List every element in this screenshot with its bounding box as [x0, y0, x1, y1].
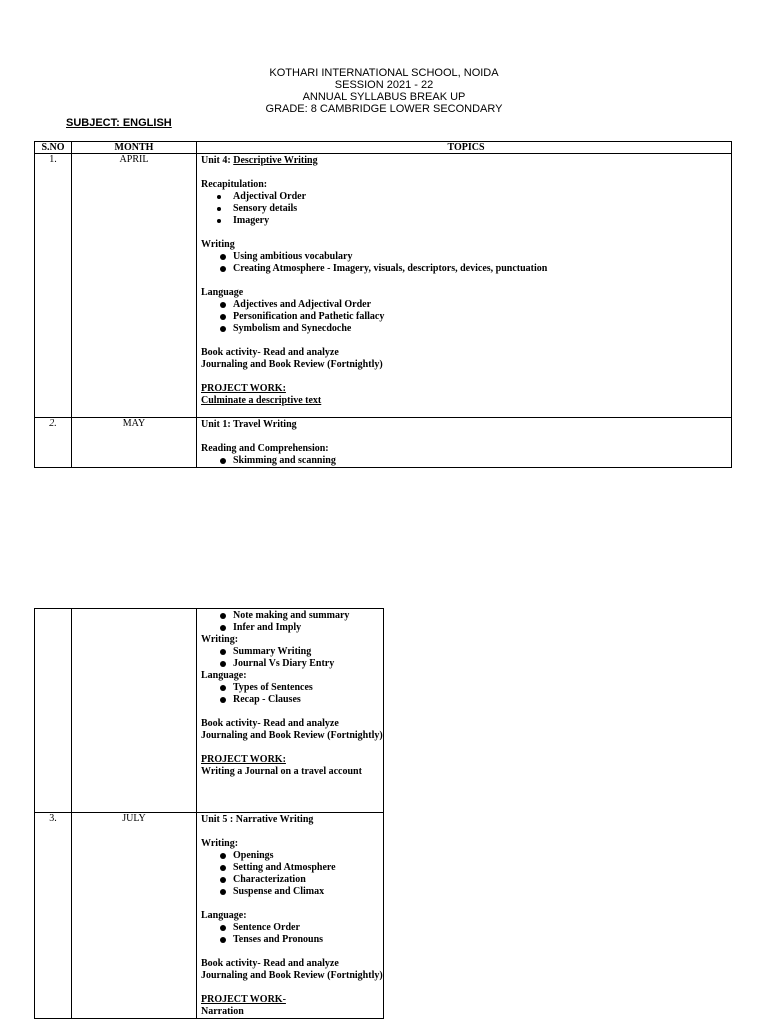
list-item: Characterization — [201, 874, 383, 886]
section-label: Language: — [201, 670, 247, 681]
project-label: PROJECT WORK: — [201, 754, 286, 765]
project-text: Writing a Journal on a travel account — [201, 766, 362, 777]
row-topics — [197, 609, 384, 813]
table-row — [35, 418, 732, 468]
journaling: Journaling and Book Review (Fortnightly) — [201, 970, 383, 981]
list-item: Tenses and Pronouns — [201, 934, 383, 946]
section-label: Writing — [201, 239, 235, 250]
unit-title: Descriptive Writing — [233, 155, 318, 166]
list-item: Using ambitious vocabulary — [201, 251, 731, 263]
header-topics: TOPICS — [197, 142, 732, 154]
list-item: Adjectives and Adjectival Order — [201, 299, 731, 311]
list-item: Imagery — [201, 215, 731, 227]
grade-line: GRADE: 8 CAMBRIDGE LOWER SECONDARY — [265, 103, 503, 115]
list-item: Recap - Clauses — [201, 694, 383, 706]
row-sno — [35, 609, 72, 813]
section-label: Language — [201, 287, 244, 298]
table-row — [35, 609, 384, 813]
project-text: Culminate a descriptive text — [201, 395, 322, 406]
list-item: Summary Writing — [201, 646, 383, 658]
session-line: SESSION 2021 - 22 — [334, 79, 434, 91]
book-activity: Book activity- Read and analyze — [201, 718, 339, 729]
list-item: Setting and Atmosphere — [201, 862, 383, 874]
section-label: Reading and Comprehension: — [201, 443, 329, 454]
list-item: Symbolism and Synecdoche — [201, 323, 731, 335]
list-item: Skimming and scanning — [201, 455, 731, 467]
journaling: Journaling and Book Review (Fortnightly) — [201, 359, 383, 370]
subject-heading: SUBJECT: ENGLISH — [66, 117, 172, 129]
unit-heading: Unit 5 : Narrative Writing — [201, 814, 314, 825]
list-item: Infer and Imply — [201, 622, 383, 634]
list-item: Sentence Order — [201, 922, 383, 934]
section-label: Writing: — [201, 838, 239, 849]
list-item: Note making and summary — [201, 610, 383, 622]
list-item: Journal Vs Diary Entry — [201, 658, 383, 670]
unit-prefix: Unit 4: — [201, 155, 234, 166]
table-header-row — [35, 142, 732, 154]
school-name: KOTHARI INTERNATIONAL SCHOOL, NOIDA — [269, 67, 499, 79]
table-row — [35, 154, 732, 418]
row-sno: 1. — [35, 154, 72, 418]
project-label: PROJECT WORK- — [201, 994, 286, 1005]
list-item: Adjectival Order — [201, 191, 731, 203]
project-text: Narration — [201, 1006, 244, 1017]
row-topics — [197, 154, 732, 418]
unit-heading — [201, 155, 731, 167]
syllabus-table-page-2 — [34, 608, 384, 1019]
header-month: MONTH — [72, 142, 197, 154]
row-month: MAY — [72, 418, 197, 468]
book-activity: Book activity- Read and analyze — [201, 958, 339, 969]
row-topics — [197, 418, 732, 468]
row-sno: 3. — [35, 813, 72, 1019]
unit-heading: Unit 1: Travel Writing — [201, 419, 297, 430]
row-month — [72, 609, 197, 813]
list-item: Personification and Pathetic fallacy — [201, 311, 731, 323]
document-title: ANNUAL SYLLABUS BREAK UP — [302, 91, 466, 103]
book-activity: Book activity- Read and analyze — [201, 347, 339, 358]
list-item: Sensory details — [201, 203, 731, 215]
row-month: JULY — [72, 813, 197, 1019]
list-item: Creating Atmosphere - Imagery, visuals, descriptors, devices, punctuation — [201, 263, 731, 275]
table-row — [35, 813, 384, 1019]
journaling: Journaling and Book Review (Fortnightly) — [201, 730, 383, 741]
list-item: Types of Sentences — [201, 682, 383, 694]
list-item: Suspense and Climax — [201, 886, 383, 898]
section-label: Recapitulation: — [201, 179, 268, 190]
list-item: Openings — [201, 850, 383, 862]
section-label: Writing: — [201, 634, 239, 645]
project-label: PROJECT WORK: — [201, 383, 286, 394]
row-month: APRIL — [72, 154, 197, 418]
section-label: Language: — [201, 910, 247, 921]
header-sno: S.NO — [35, 142, 72, 154]
row-topics — [197, 813, 384, 1019]
syllabus-table-page-1 — [34, 141, 732, 468]
row-sno: 2. — [35, 418, 72, 468]
